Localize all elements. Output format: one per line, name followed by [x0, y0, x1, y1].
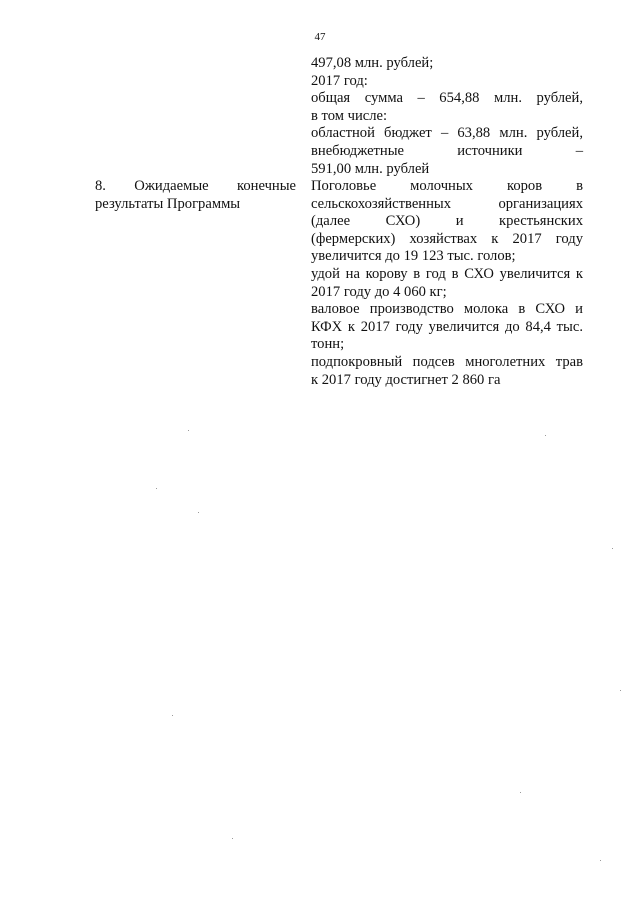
result-line: валовое производство молока в СХО и [311, 301, 583, 318]
funding-line: 591,00 млн. рублей [311, 160, 430, 177]
scan-speck [520, 792, 521, 793]
page-number: 47 [314, 31, 326, 43]
scan-speck [172, 715, 173, 716]
funding-continuation [311, 55, 583, 178]
funding-line: 497,08 млн. рублей; [311, 55, 434, 71]
funding-line: общая сумма – 654,88 млн. рублей, [311, 90, 583, 107]
row-label-line: результаты Программы [95, 195, 241, 212]
result-line: к 2017 году достигнет 2 860 га [311, 371, 501, 388]
result-line: 2017 году до 4 060 кг; [311, 283, 447, 300]
funding-line: внебюджетные источники – [311, 142, 583, 159]
funding-line: в том числе: [311, 107, 388, 124]
result-line: тонн; [311, 336, 345, 353]
row-label-line: 8. Ожидаемые конечные [95, 178, 296, 194]
result-line: сельскохозяйственных организациях [311, 195, 583, 212]
scan-speck [156, 488, 157, 489]
result-line: Поголовье молочных коров в [311, 178, 583, 194]
scan-speck [600, 860, 601, 861]
funding-line: областной бюджет – 63,88 млн. рублей, [311, 125, 583, 142]
result-line: удой на корову в год в СХО увеличится к [311, 265, 583, 282]
result-line: подпокровный подсев многолетних трав [311, 353, 583, 370]
scan-speck [612, 548, 613, 549]
scan-speck [188, 430, 189, 431]
result-line: КФХ к 2017 году увеличится до 84,4 тыс. [311, 318, 583, 335]
section-8-label [95, 178, 296, 213]
scan-speck [545, 435, 546, 436]
result-line: увеличится до 19 123 тыс. голов; [311, 248, 516, 265]
result-line: (фермерских) хозяйствах к 2017 году [311, 230, 583, 247]
scan-speck [232, 838, 233, 839]
funding-line: 2017 год: [311, 72, 368, 89]
section-8-content [311, 178, 583, 389]
result-line: (далее СХО) и крестьянских [311, 213, 583, 230]
scan-speck [620, 690, 621, 691]
scan-speck [198, 512, 199, 513]
